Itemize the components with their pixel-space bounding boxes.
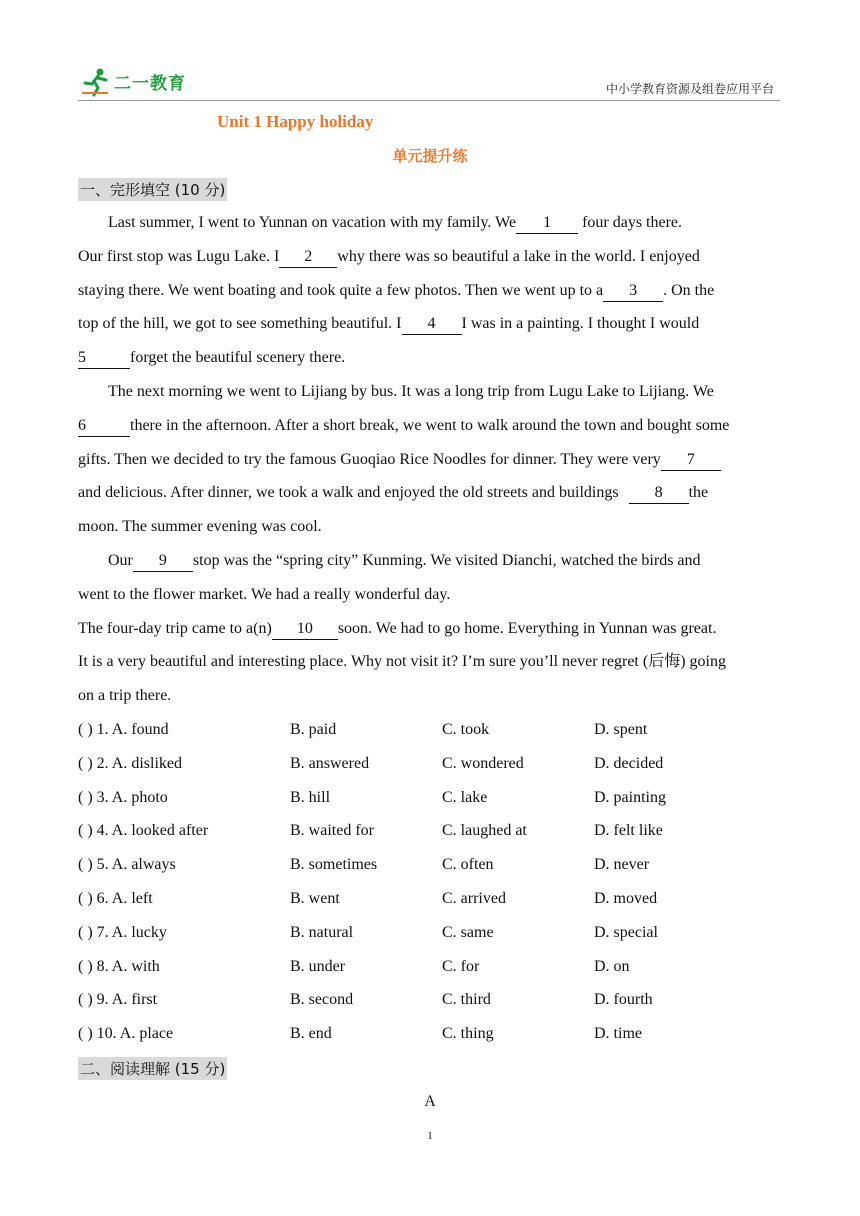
blank-6[interactable]: 6 bbox=[78, 416, 130, 437]
text: and delicious. After dinner, we took a walk and enjoyed the old streets and buildings bbox=[78, 484, 619, 502]
question-row bbox=[78, 916, 782, 950]
question-stem: ( ) 10. A. place bbox=[78, 1025, 174, 1043]
blank-4[interactable]: 4 bbox=[402, 314, 462, 335]
text: Last summer, I went to Yunnan on vacation with my family. We bbox=[108, 214, 517, 231]
option-c: C. laughed at bbox=[442, 822, 527, 840]
blank-1[interactable]: 1 bbox=[516, 213, 578, 234]
unit-title: Unit 1 Happy holiday bbox=[217, 112, 374, 131]
text: forget the beautiful scenery there. bbox=[130, 349, 346, 367]
option-d: D. time bbox=[594, 1025, 642, 1043]
question-row bbox=[78, 747, 782, 781]
text: on a trip there. bbox=[78, 687, 172, 705]
option-c: C. wondered bbox=[442, 754, 524, 772]
question-stem: ( ) 8. A. with bbox=[78, 957, 160, 975]
text: The four-day trip came to a(n) bbox=[78, 619, 272, 637]
text: Our bbox=[108, 552, 133, 569]
option-b: B. second bbox=[290, 991, 354, 1009]
paragraph-3 bbox=[78, 544, 782, 714]
question-row bbox=[78, 950, 782, 984]
text: I was in a painting. I thought I would bbox=[461, 315, 700, 333]
option-c: C. took bbox=[442, 721, 490, 738]
option-b: B. end bbox=[290, 1025, 332, 1043]
text: there in the afternoon. After a short break, we went to walk around the town and bought some bbox=[130, 416, 730, 434]
question-stem: ( ) 3. A. photo bbox=[78, 788, 168, 806]
question-row bbox=[78, 848, 782, 882]
question-row bbox=[78, 781, 782, 815]
option-d: D. on bbox=[594, 957, 630, 975]
option-b: B. sometimes bbox=[290, 856, 378, 874]
option-d: D. never bbox=[594, 856, 650, 874]
question-stem: ( ) 7. A. lucky bbox=[78, 923, 167, 941]
option-c: C. thing bbox=[442, 1025, 494, 1043]
question-stem: ( ) 2. A. disliked bbox=[78, 754, 182, 772]
blank-9[interactable]: 9 bbox=[133, 551, 193, 572]
blank-8[interactable]: 8 bbox=[629, 483, 689, 504]
text: went to the flower market. We had a really wonderful day. bbox=[78, 585, 451, 603]
option-c: C. arrived bbox=[442, 890, 506, 907]
text: . On the bbox=[663, 281, 715, 299]
section2-heading: 二、阅读理解 (15 分) bbox=[78, 1057, 227, 1080]
text: four days there. bbox=[578, 214, 683, 231]
page-number: 1 bbox=[427, 1130, 433, 1142]
question-stem: ( ) 5. A. always bbox=[78, 856, 176, 874]
text: The next morning we went to Lijiang by bus. It was a long trip from Lugu Lake to Lijiang. We bbox=[108, 383, 714, 400]
text: Our first stop was Lugu Lake. I bbox=[78, 247, 280, 265]
option-c: C. often bbox=[442, 856, 494, 874]
question-list bbox=[78, 713, 782, 1053]
blank-5[interactable]: 5 bbox=[78, 348, 130, 369]
option-c: C. for bbox=[442, 957, 480, 975]
paragraph-1 bbox=[78, 206, 782, 376]
option-b: B. hill bbox=[290, 788, 331, 806]
option-c: C. lake bbox=[442, 788, 488, 806]
option-d: D. decided bbox=[594, 754, 664, 772]
text: soon. We had to go home. Everything in Yunnan was great. bbox=[337, 619, 717, 637]
platform-name: 中小学教育资源及组卷应用平台 bbox=[605, 82, 774, 96]
option-b: B. paid bbox=[290, 721, 337, 738]
text: staying there. We went boating and took quite a few photos. Then we went up to a bbox=[78, 281, 604, 299]
question-stem: ( ) 4. A. looked after bbox=[78, 822, 209, 840]
option-d: D. felt like bbox=[594, 822, 663, 840]
blank-7[interactable]: 7 bbox=[661, 450, 721, 471]
option-d: D. painting bbox=[594, 788, 666, 806]
option-d: D. moved bbox=[594, 890, 658, 907]
header-divider bbox=[78, 100, 780, 101]
text: top of the hill, we got to see something beautiful. I bbox=[78, 315, 402, 333]
option-b: B. answered bbox=[290, 754, 370, 772]
option-b: B. waited for bbox=[290, 822, 374, 840]
text: moon. The summer evening was cool. bbox=[78, 518, 322, 536]
unit-subtitle: 单元提升练 bbox=[392, 147, 468, 165]
text: why there was so beautiful a lake in the world. I enjoyed bbox=[337, 247, 700, 265]
question-row bbox=[78, 1017, 782, 1051]
question-stem: ( ) 1. A. found bbox=[78, 721, 169, 738]
question-stem: ( ) 6. A. left bbox=[78, 890, 153, 907]
option-b: B. went bbox=[290, 890, 340, 907]
question-row bbox=[78, 882, 782, 916]
section1-heading: 一、完形填空 (10 分) bbox=[78, 178, 227, 201]
option-c: C. same bbox=[442, 923, 494, 941]
paragraph-2 bbox=[78, 375, 782, 545]
text: the bbox=[688, 484, 709, 502]
question-row bbox=[78, 814, 782, 848]
option-d: D. fourth bbox=[594, 991, 653, 1009]
option-d: D. spent bbox=[594, 721, 648, 738]
logo bbox=[80, 66, 198, 98]
passage-label: A bbox=[424, 1093, 436, 1110]
blank-10[interactable]: 10 bbox=[272, 619, 338, 640]
question-stem: ( ) 9. A. first bbox=[78, 991, 158, 1009]
question-row bbox=[78, 983, 782, 1017]
option-d: D. special bbox=[594, 923, 658, 941]
text: gifts. Then we decided to try the famous Guoqiao Rice Noodles for dinner. They were very bbox=[78, 450, 661, 468]
option-b: B. natural bbox=[290, 923, 354, 941]
text: stop was the “spring city” Kunming. We visited Dianchi, watched the birds and bbox=[192, 552, 701, 569]
question-row bbox=[78, 713, 782, 747]
blank-3[interactable]: 3 bbox=[603, 281, 663, 302]
text: It is a very beautiful and interesting place. Why not visit it? I’m sure you’ll never regret (后悔) going bbox=[78, 653, 726, 671]
option-b: B. under bbox=[290, 957, 346, 975]
blank-2[interactable]: 2 bbox=[279, 247, 337, 268]
option-c: C. third bbox=[442, 991, 491, 1009]
logo-text: 二一教育 bbox=[114, 74, 186, 94]
runner-logo-icon bbox=[80, 66, 112, 98]
